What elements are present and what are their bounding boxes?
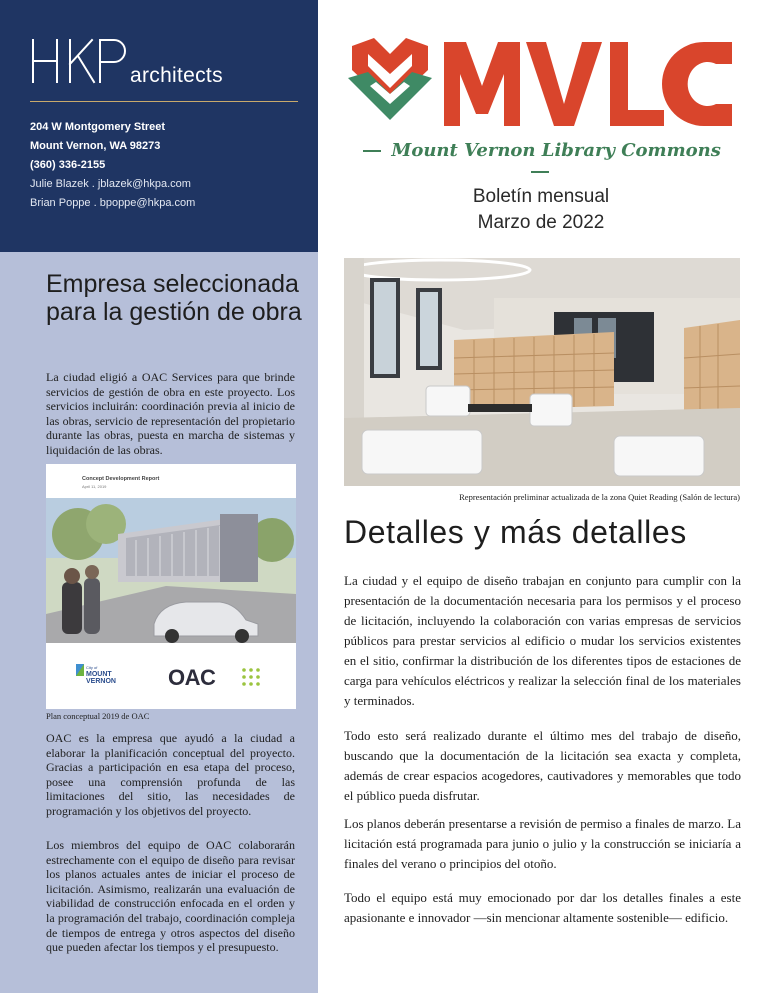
mvlc-subtitle-text: Mount Vernon Library Commons (391, 140, 721, 161)
firm-address-line1: 204 W Montgomery Street (30, 121, 166, 133)
firm-header (0, 0, 318, 252)
city-logo-line2: VERNON (86, 678, 116, 685)
contact-brian[interactable]: Brian Poppe . bpoppe@hkpa.com (30, 197, 196, 209)
hkp-wordmark: architects (130, 64, 223, 87)
firm-address-line2: Mount Vernon, WA 98273 (30, 140, 161, 152)
main-paragraph-2: Todo esto será realizado durante el último mes del trabajo de diseño, buscando que la documentación de la licitación sea exacta y completa, además de crear espacios acogedores, cautivadores y memorables que todo el público pueda disfrutar. (344, 728, 741, 803)
main-paragraph-4: Todo el equipo está muy emocionado por dar los detalles finales a este apasionante e innovador —sin mencionar altamente sostenible— edificio. (344, 890, 741, 925)
mvlc-logo (344, 34, 736, 134)
oac-logo: OAC (168, 665, 216, 690)
firm-contact (30, 118, 195, 213)
bulletin-line2: Marzo de 2022 (477, 212, 605, 233)
main-paragraph-1: La ciudad y el equipo de diseño trabajan en conjunto para cumplir con la presentación de la documentación necesaria para los permisos y el proceso de licitación, incluyendo la colaboración con varias empresas de servicios públicos para prestar servicios al edificio o mudar los servicios existentes en el sitio, confirmar la distribución de los diferentes tipos de estaciones de carga para vehículos eléctricos y realizar la selección final de los materiales y terminados. (344, 573, 741, 708)
main-heading: Detalles y más detalles (344, 514, 687, 550)
sidebar-heading: Empresa seleccionada para la gestión de obra (46, 270, 302, 326)
report-caption: Plan conceptual 2019 de OAC (46, 711, 150, 721)
sidebar-paragraph-1: La ciudad eligió a OAC Services para que brinde servicios de gestión de obra en este proyecto. Los servicios incluirán: coordinación previa al inicio de las obras, servicio de representación del propietario durante las obras, puesta en marcha de sistemas y liquidación de las obras. (46, 370, 295, 457)
reading-room-rendering (344, 258, 740, 486)
dash-left (363, 150, 381, 152)
sidebar-paragraph-3: Los miembros del equipo de OAC colaborarán estrechamente con el equipo de diseño para revisar los planos actuales antes de iniciar el proceso de licitación. Asimismo, realizarán una evaluación de viabilidad de construcción enfocada en el orden y la programación del trabajo, coordinación compleja de tiempos de entrega y otros aspectos del diseño que pueden afectar los tiempos y el presupuesto. (46, 838, 295, 955)
concept-report-cover (46, 464, 296, 709)
report-title: Concept Development Report (82, 476, 160, 482)
report-date: April 11, 2019 (82, 484, 107, 489)
hkp-logo (30, 36, 240, 86)
bulletin-line1: Boletín mensual (472, 186, 610, 207)
contact-julie[interactable]: Julie Blazek . jblazek@hkpa.com (30, 178, 191, 190)
main-paragraph-3: Los planos deberán presentarse a revisión de permiso a finales de marzo. La licitación está programada para junio o julio y la construcción se iniciaría a finales del verano o principios del otoño. (344, 816, 741, 871)
city-logo-small-text: City of (86, 665, 98, 670)
hkp-letters-logo (30, 36, 130, 86)
mount-vernon-logo (86, 664, 116, 685)
firm-phone[interactable]: (360) 336-2155 (30, 159, 106, 171)
rendering-caption: Representación preliminar actualizada de la zona Quiet Reading (Salón de lectura) (459, 492, 740, 502)
dash-right (531, 171, 549, 173)
mvlc-subtitle (344, 140, 736, 182)
city-logo-line1: MOUNT (86, 671, 112, 678)
divider (30, 101, 298, 102)
bulletin-title (400, 184, 682, 236)
sidebar-paragraph-2: OAC es la empresa que ayudó a la ciudad a elaborar la planificación conceptual del proyecto. Gracias a participación en esa etapa del proceso, posee una comprensión profunda de las limitaciones del sitio, las necesidades de programación y los objetivos del proyecto. (46, 731, 295, 818)
